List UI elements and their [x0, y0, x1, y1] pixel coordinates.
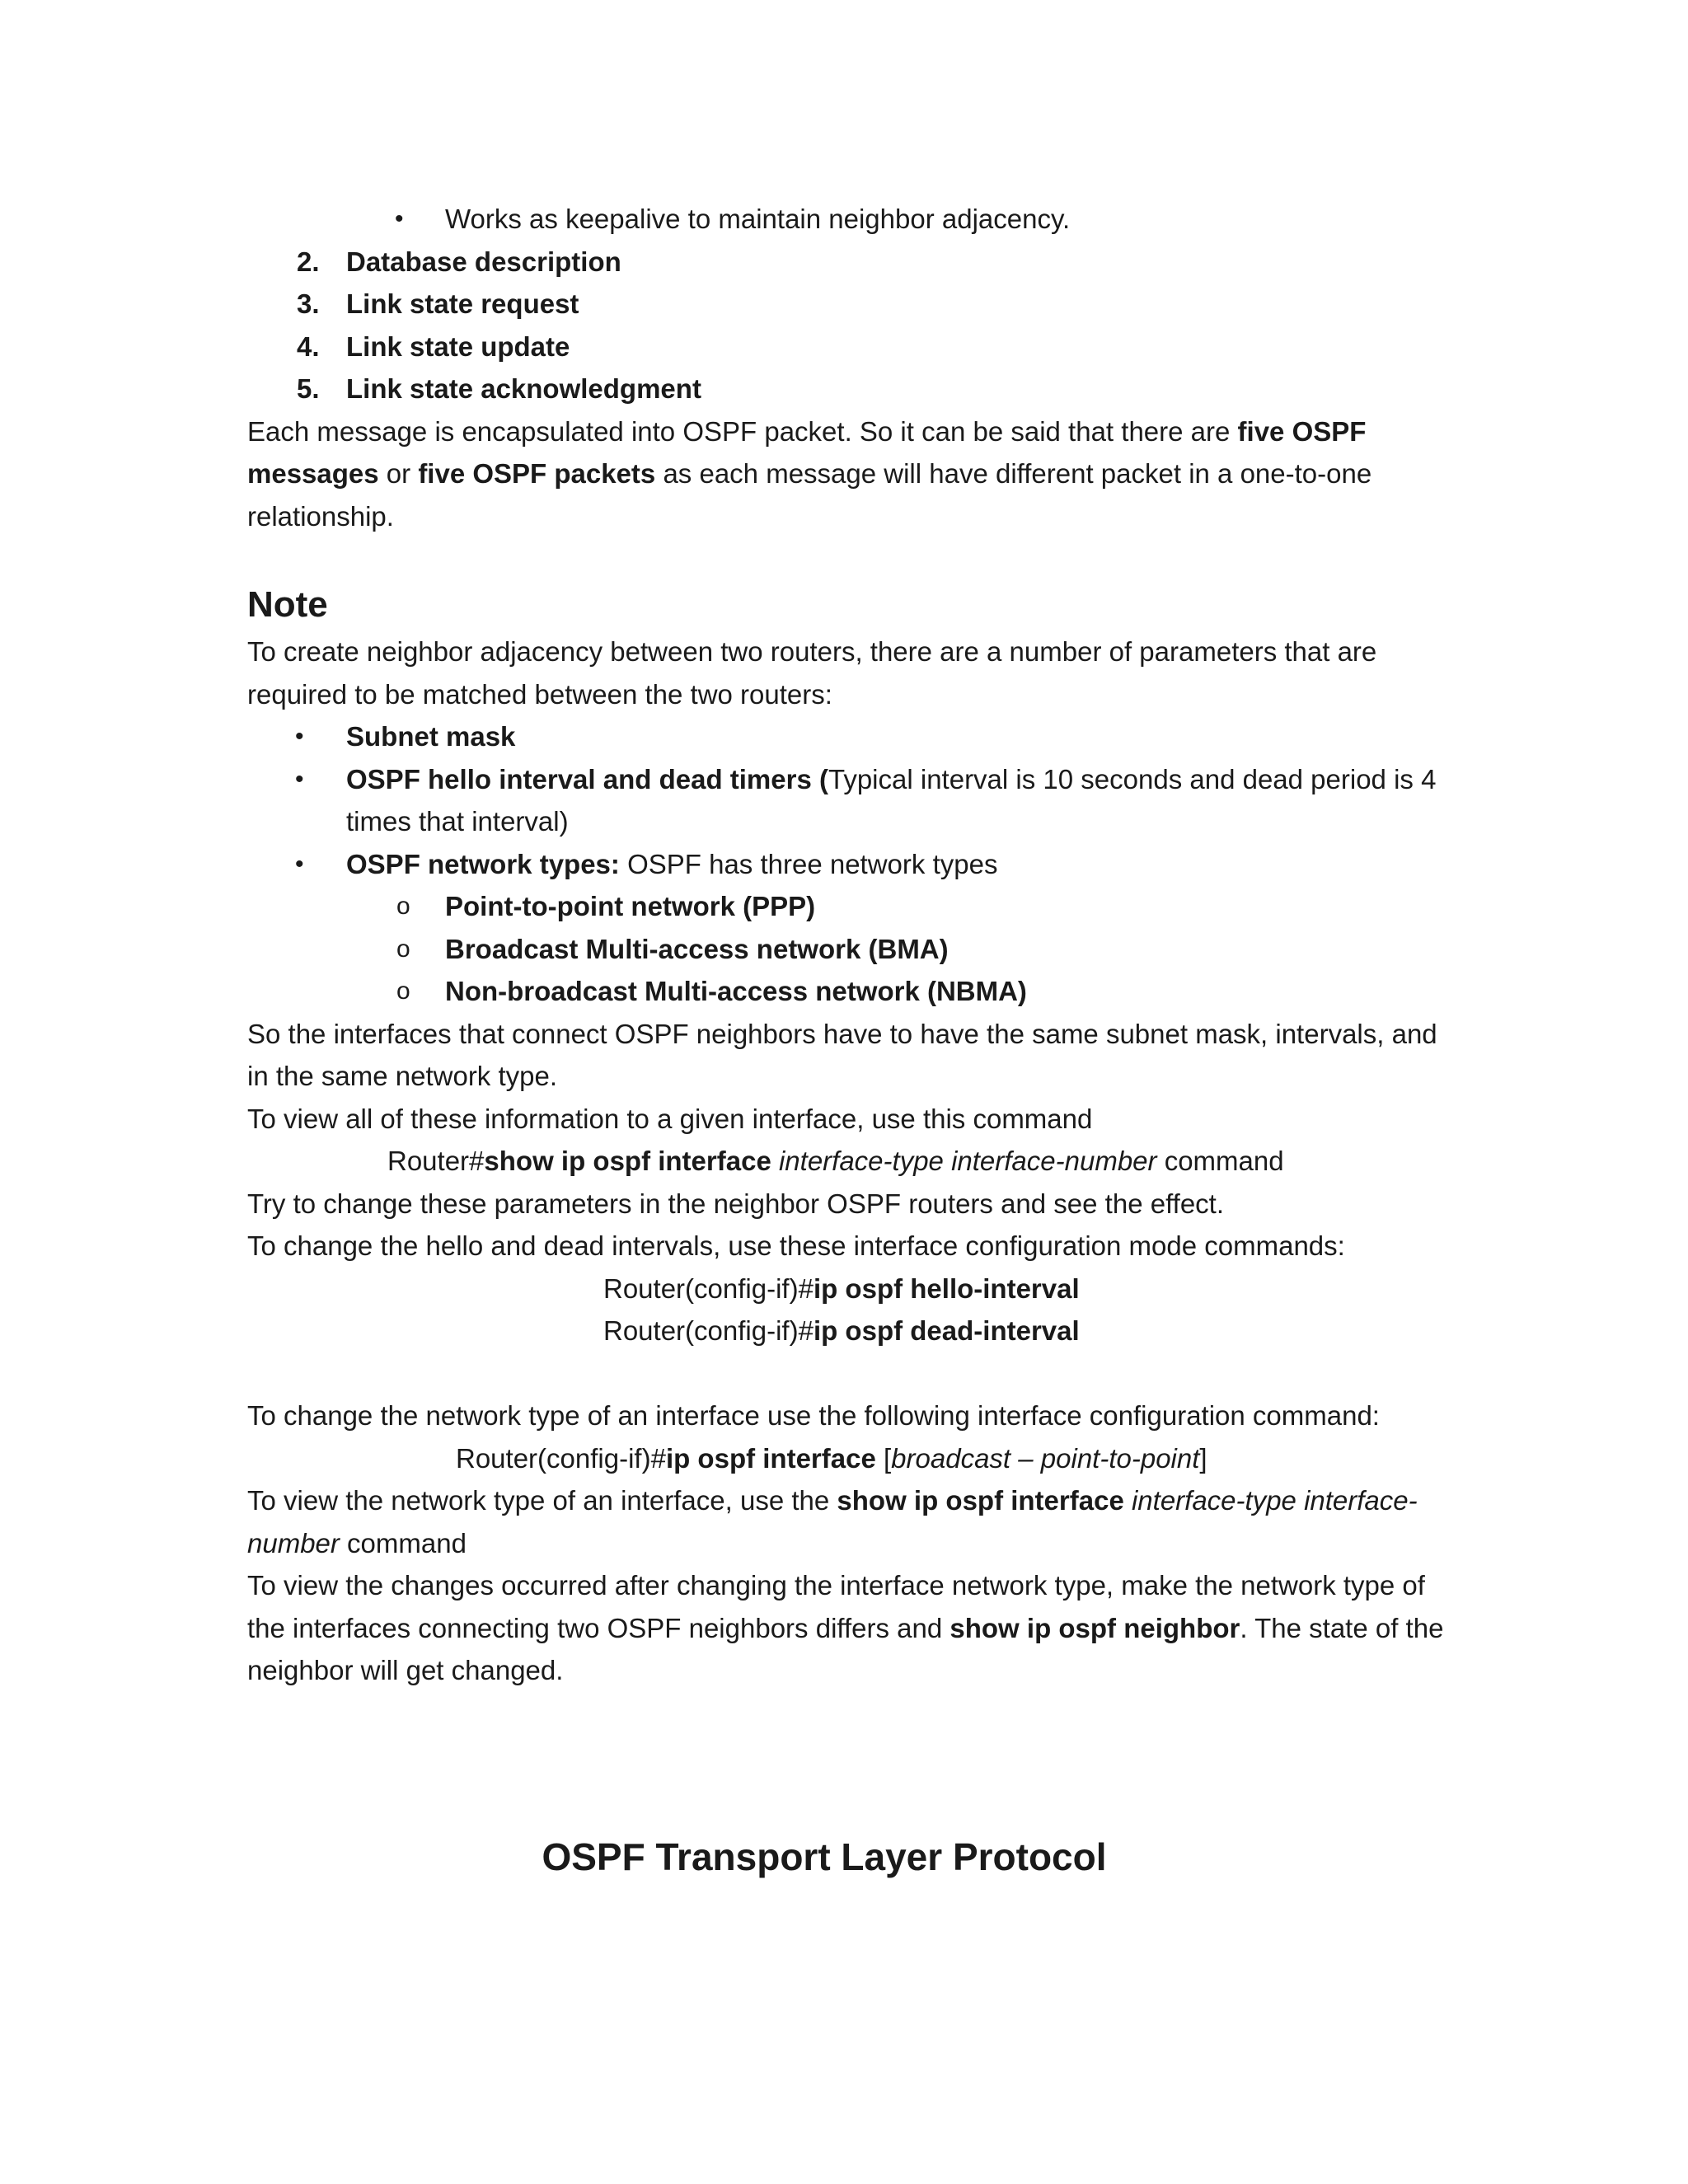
circle-marker: o	[396, 893, 410, 920]
command-prompt: Router#	[387, 1146, 485, 1176]
text-run: To view the network type of an interface, use the	[247, 1485, 837, 1516]
section-title: OSPF Transport Layer Protocol	[542, 1835, 1107, 1878]
network-type-item	[247, 970, 1451, 1013]
command-hello-interval	[247, 1268, 1451, 1310]
command-keyword: ip ospf hello-interval	[813, 1272, 1080, 1304]
note-intro: To create neighbor adjacency between two routers, there are a number of parameters that are required to be matched between the two routers:	[247, 636, 1377, 710]
param-description: Typical interval is 10 seconds and dead period is 4 times that interval)	[346, 763, 1437, 837]
spacer	[247, 537, 1451, 579]
spacer	[247, 1352, 1451, 1395]
change-intervals-paragraph: To change the hello and dead intervals, use these interface configuration mode commands:	[247, 1230, 1345, 1261]
param-label: OSPF hello interval and dead timers (	[346, 763, 828, 794]
list-item-label: Link state acknowledgment	[346, 373, 701, 404]
bullet-marker: •	[295, 850, 304, 878]
command-keyword: ip ospf interface	[665, 1442, 876, 1474]
list-number: 2.	[297, 246, 320, 277]
network-type-label: Point-to-point network (PPP)	[445, 891, 816, 921]
view-info-paragraph: To view all of these information to a given interface, use this command	[247, 1103, 1093, 1134]
command-prompt: Router(config-if)#	[603, 1272, 814, 1304]
text-run: or	[378, 458, 419, 489]
list-number: 4.	[297, 330, 320, 362]
command-show-ip-ospf-interface	[247, 1140, 1451, 1183]
bullet-marker: •	[295, 765, 304, 793]
command-prompt: Router(config-if)#	[603, 1315, 814, 1346]
keepalive-bullet	[247, 198, 1451, 241]
network-type-label: Non-broadcast Multi-access network (NBMA)	[445, 976, 1027, 1006]
list-item	[247, 241, 1451, 284]
view-changes-paragraph	[247, 1564, 1451, 1692]
list-item	[247, 326, 1451, 368]
command-keyword: show ip ospf interface	[484, 1146, 771, 1176]
list-number: 5.	[297, 373, 320, 404]
text-run	[1124, 1485, 1132, 1516]
command-keyword: ip ospf dead-interval	[813, 1315, 1080, 1346]
note-heading: Note	[247, 584, 328, 625]
param-description: OSPF has three network types	[619, 848, 998, 879]
param-label: Subnet mask	[346, 721, 516, 752]
command-prompt: Router(config-if)#	[456, 1442, 666, 1474]
encapsulation-paragraph	[247, 410, 1451, 538]
keepalive-text: Works as keepalive to maintain neighbor adjacency.	[445, 204, 1071, 234]
bullet-marker: •	[295, 723, 304, 750]
list-item	[247, 368, 1451, 410]
text-run: Each message is encapsulated into OSPF packet. So it can be said that there are	[247, 415, 1238, 447]
param-label: OSPF network types:	[346, 848, 620, 879]
command-argument: interface-type interface-number	[247, 1485, 1418, 1558]
command-keyword: show ip ospf interface	[837, 1485, 1124, 1516]
command-argument: broadcast – point-to-point	[891, 1442, 1200, 1474]
circle-marker: o	[396, 935, 410, 963]
param-bullet-subnet	[247, 715, 1451, 758]
text-run: command	[339, 1527, 467, 1558]
spacer	[247, 1692, 1451, 1832]
text-run	[771, 1146, 779, 1176]
text-run: as each message will have different packet in a one-to-one relationship.	[247, 458, 1372, 532]
list-item-label: Database description	[346, 246, 621, 277]
network-type-label: Broadcast Multi-access network (BMA)	[445, 933, 949, 964]
circle-marker: o	[396, 977, 410, 1005]
list-item	[247, 283, 1451, 326]
same-params-paragraph: So the interfaces that connect OSPF neighbors have to have the same subnet mask, intervals, and in the same network type.	[247, 1018, 1437, 1091]
command-dead-interval	[247, 1310, 1451, 1352]
text-run: . The state of the neighbor will get changed.	[247, 1612, 1444, 1685]
command-argument: interface-type interface-number	[778, 1146, 1157, 1176]
text-run: ]	[1199, 1442, 1207, 1474]
text-run: command	[1156, 1146, 1284, 1176]
try-change-paragraph: Try to change these parameters in the neighbor OSPF routers and see the effect.	[247, 1188, 1225, 1219]
change-type-paragraph: To change the network type of an interface use the following interface configuration command:	[247, 1400, 1380, 1431]
command-network-type	[247, 1437, 1451, 1480]
param-bullet-network-types	[247, 843, 1451, 886]
network-type-item	[247, 885, 1451, 928]
text-run: To view the changes occurred after changing the interface network type, make the network type of the interfaces connecting two OSPF neighbors differs and	[247, 1570, 1425, 1643]
page-content	[247, 198, 1451, 1882]
bold-run: five OSPF packets	[418, 458, 656, 489]
bullet-marker: •	[395, 205, 404, 232]
list-number: 3.	[297, 288, 320, 319]
network-type-item	[247, 928, 1451, 971]
param-bullet-timers	[247, 758, 1451, 843]
list-item-label: Link state request	[346, 288, 579, 319]
bold-run: five OSPF messages	[247, 415, 1367, 489]
view-type-paragraph	[247, 1479, 1451, 1564]
list-item-label: Link state update	[346, 330, 570, 362]
command-keyword: show ip ospf neighbor	[950, 1612, 1240, 1643]
text-run: [	[875, 1442, 892, 1474]
